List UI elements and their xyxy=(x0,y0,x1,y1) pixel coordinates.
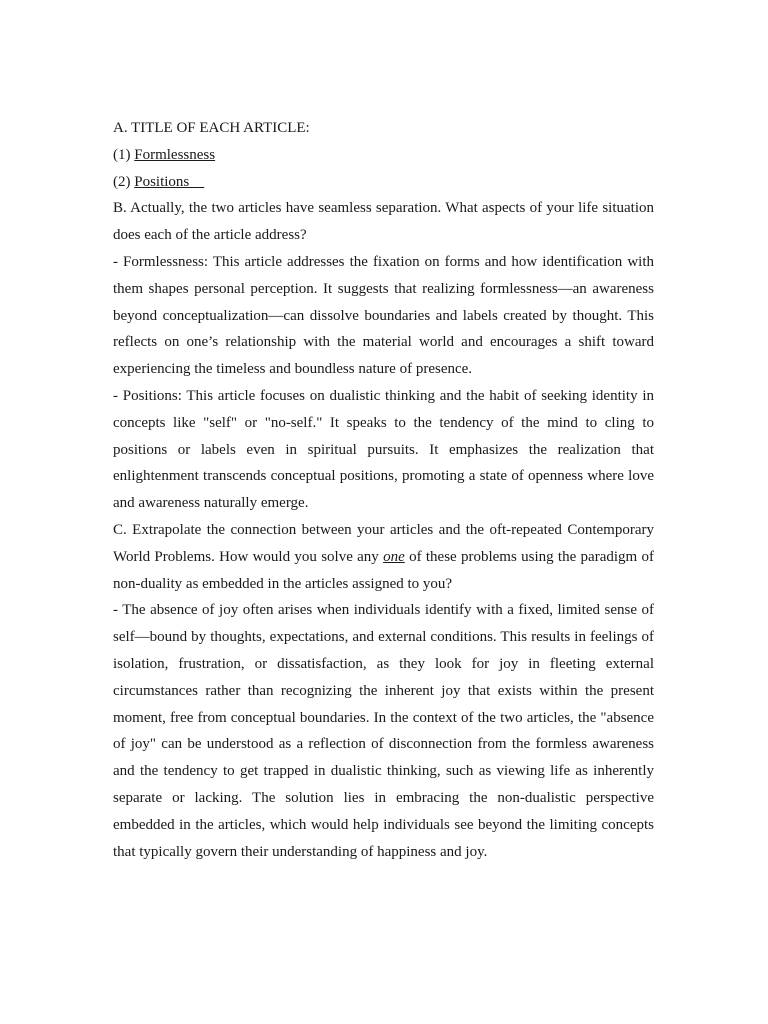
document-page xyxy=(113,115,654,865)
section-c-question-part1: C. Extrapolate the connection between your articles and the oft-repeated Contemporary World Problems. How would you solve any xyxy=(113,521,654,565)
section-c-question xyxy=(113,517,654,597)
section-c-question-emphasis: one xyxy=(383,548,405,565)
section-b-answer-formlessness: - Formlessness: This article addresses the fixation on forms and how identification with them shapes personal perception. It suggests that realizing formlessness—an awareness beyond conceptualization—can dissolve boundaries and labels created by thought. This reflects on one’s relationship with the material world and encourages a shift toward experiencing the timeless and boundless nature of presence. xyxy=(113,253,654,378)
article-title-1 xyxy=(113,142,654,169)
section-b-answer-positions: - Positions: This article focuses on dualistic thinking and the habit of seeking identity in concepts like "self" or "no-self." It speaks to the tendency of the mind to cling to positions or labels even in spiritual pursuits. It emphasizes the realization that enlightenment transcends conceptual positions, promoting a state of openness where love and awareness naturally emerge. xyxy=(113,387,654,512)
article-title-1-text: Formlessness xyxy=(134,146,216,163)
section-a-heading: A. TITLE OF EACH ARTICLE: xyxy=(113,120,310,136)
article-title-2-prefix: (2) xyxy=(113,173,135,190)
section-c-question-part2: of these problems using the paradigm of non-duality as embedded in the articles assigned to you? xyxy=(113,548,654,592)
article-title-1-prefix: (1) xyxy=(113,146,135,163)
section-b-question: B. Actually, the two articles have seamless separation. What aspects of your life situation does each of the article address? xyxy=(113,200,654,244)
article-title-2-text: Positions xyxy=(134,173,205,190)
section-c-answer: - The absence of joy often arises when individuals identify with a fixed, limited sense of self—bound by thoughts, expectations, and external conditions. This results in feelings of isolation, frustration, or dissatisfaction, as they look for joy in fleeting external circumstances rather than recognizing the inherent joy that exists within the present moment, free from conceptual boundaries. In the context of the two articles, the "absence of joy" can be understood as a reflection of disconnection from the formless awareness and the tendency to get trapped in dualistic thinking, such as viewing life as inherently separate or lacking. The solution lies in embracing the non-dualistic perspective embedded in the articles, which would help individuals see beyond the limiting concepts that typically govern their understanding of happiness and joy. xyxy=(113,602,654,860)
article-title-2 xyxy=(113,169,654,196)
